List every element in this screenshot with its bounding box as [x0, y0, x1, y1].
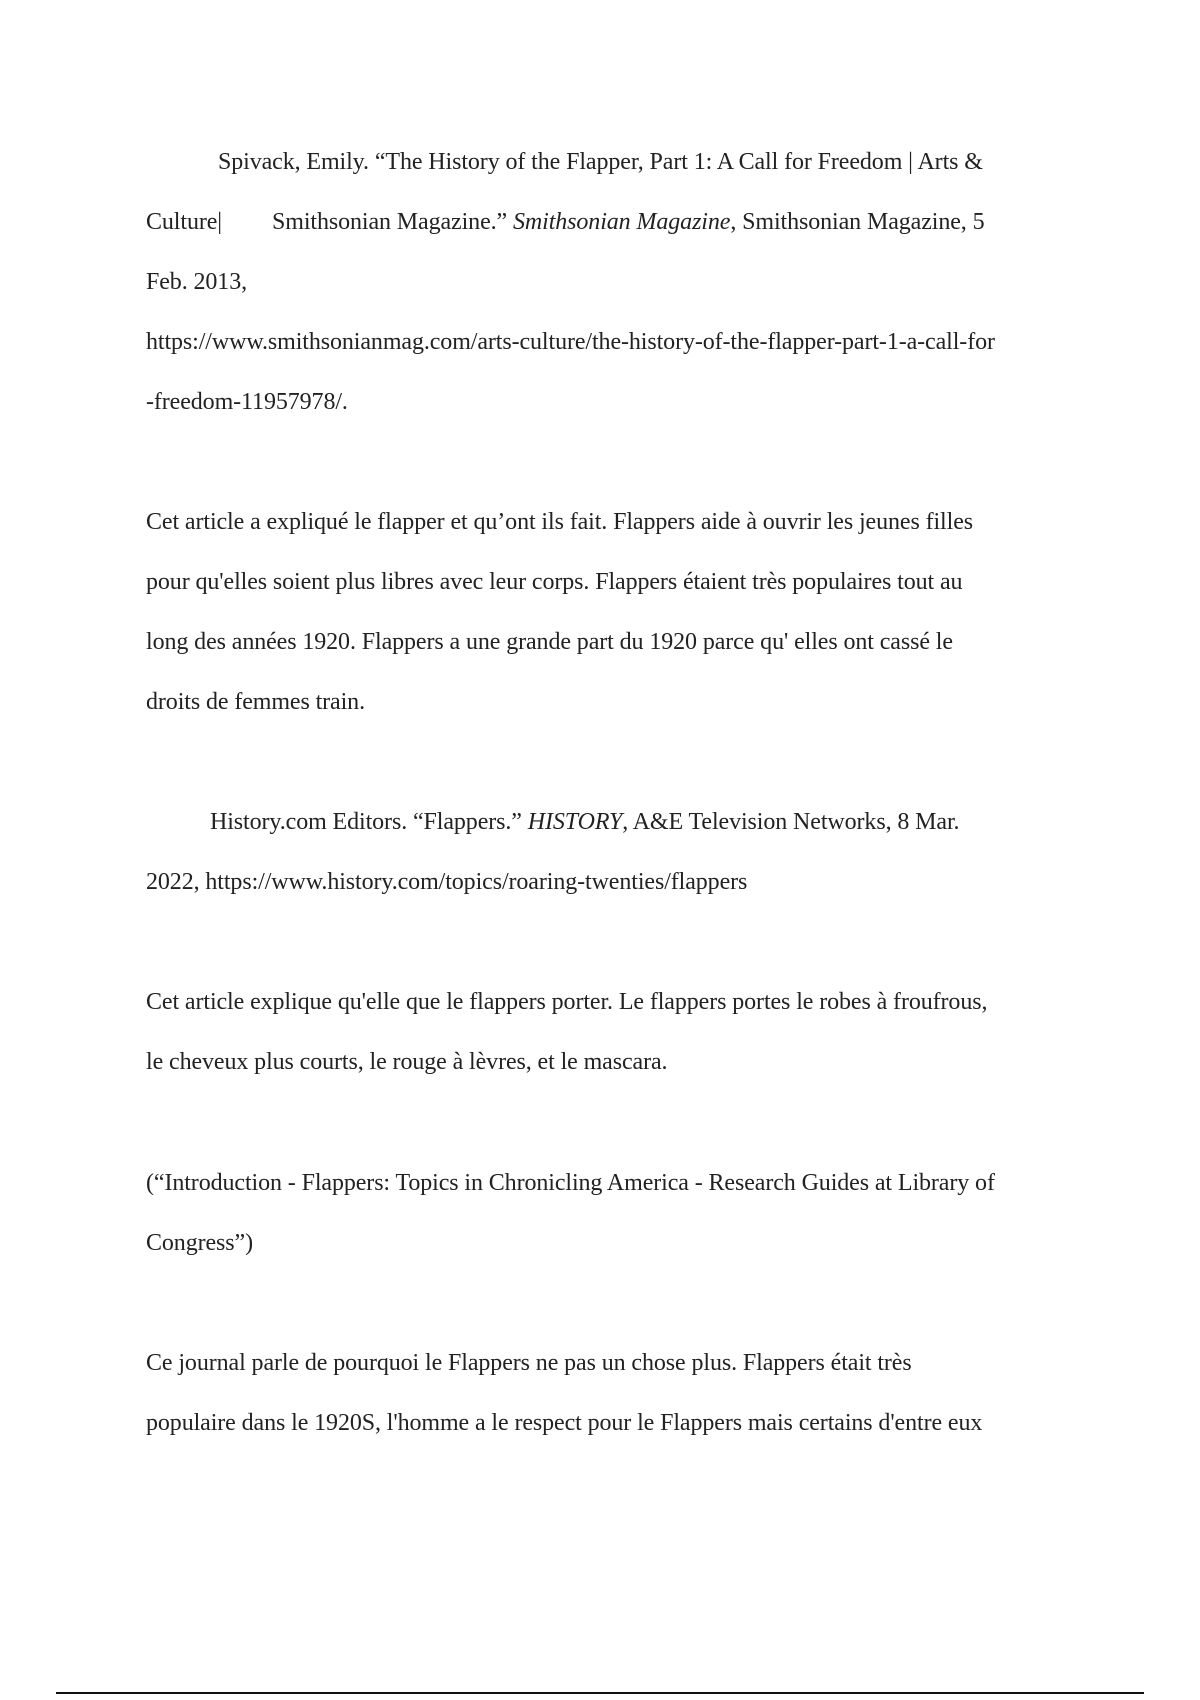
summary-2-line-1: Cet article explique qu'elle que le flappers porter. Le flappers portes le robes à froufrous,: [146, 989, 988, 1015]
citation-1-culture: Culture|: [146, 209, 222, 235]
citation-1-line-3: Feb. 2013,: [146, 269, 248, 295]
summary-1-line-1: Cet article a expliqué le flapper et qu’ont ils fait. Flappers aide à ouvrir les jeunes filles: [146, 509, 973, 535]
citation-1-journal: Smithsonian Magazine: [513, 209, 731, 235]
citation-1-url-end[interactable]: -freedom-11957978/.: [146, 389, 348, 415]
summary-1-line-3: long des années 1920. Flappers a une grande part du 1920 parce qu' elles ont cassé le: [146, 629, 953, 655]
citation-1-line-2: [146, 207, 984, 237]
summary-3-line-1: Ce journal parle de pourquoi le Flappers ne pas un chose plus. Flappers était très: [146, 1350, 912, 1376]
summary-1-line-4: droits de femmes train.: [146, 689, 365, 715]
citation-1-line-1: Spivack, Emily. “The History of the Flapper, Part 1: A Call for Freedom | Arts &: [218, 149, 983, 175]
citation-1-title-end: Smithsonian Magazine.”: [272, 209, 508, 235]
bottom-divider: [56, 1692, 1144, 1694]
citation-2-line-2[interactable]: 2022, https://www.history.com/topics/roaring-twenties/flappers: [146, 869, 748, 895]
citation-1-url[interactable]: https://www.smithsonianmag.com/arts-culture/the-history-of-the-flapper-part-1-a-call-for: [146, 329, 995, 355]
summary-3-line-2: populaire dans le 1920S, l'homme a le respect pour le Flappers mais certains d'entre eux: [146, 1410, 983, 1436]
citation-3-line-1: (“Introduction - Flappers: Topics in Chronicling America - Research Guides at Library of: [146, 1170, 995, 1196]
citation-2-line-1: [210, 807, 959, 837]
summary-2-line-2: le cheveux plus courts, le rouge à lèvres, et le mascara.: [146, 1049, 668, 1075]
citation-1-publisher: , Smithsonian Magazine, 5: [730, 209, 985, 235]
citation-2-journal: HISTORY: [527, 809, 623, 835]
citation-3-line-2: Congress”): [146, 1230, 253, 1256]
summary-1-line-2: pour qu'elles soient plus libres avec leur corps. Flappers étaient très populaires tout au: [146, 569, 963, 595]
citation-2-publisher: , A&E Television Networks, 8 Mar.: [622, 809, 960, 835]
citation-2-author-title: History.com Editors. “Flappers.”: [210, 809, 522, 835]
